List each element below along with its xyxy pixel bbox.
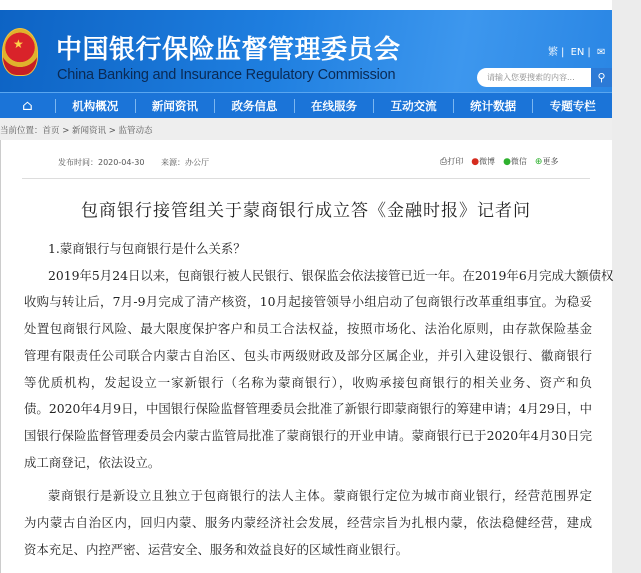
paragraph-line: 2019年5月24日以来，包商银行被人民银行、银保监会依法接管已近一年。在2019年6月完成大额债权: [48, 267, 614, 283]
top-links: 繁 | EN | ✉: [548, 47, 606, 58]
paragraph-line: 国银行保险监督管理委员会内蒙古监管局批准了蒙商银行的开业申请。蒙商银行已于2020年4月30日完: [24, 427, 592, 443]
paragraph-line: 收购与转让后，7月-9月完成了清产核资，10月起接管领导小组启动了包商银行改革重组事宜。为稳妥: [24, 294, 592, 310]
nav-item-statistics[interactable]: 统计数据: [453, 99, 533, 113]
wechat-icon: ●: [503, 157, 511, 167]
paragraph-line: 处置包商银行风险、最大限度保护客户和员工合法权益，按照市场化、法治化原则，由存款保险基金: [24, 321, 592, 337]
traditional-chinese-link[interactable]: 繁: [548, 47, 558, 58]
main-nav: [0, 92, 612, 118]
home-icon[interactable]: ⌂: [22, 97, 33, 114]
article-meta: [58, 157, 223, 168]
nav-item-government[interactable]: 政务信息: [214, 99, 294, 113]
nav-item-interaction[interactable]: 互动交流: [373, 99, 453, 113]
paragraph-line: 管理有限责任公司联合内蒙古自治区、包头市两级财政及部分区属企业，并引入建设银行、徽商银行: [24, 347, 592, 363]
nav-item-about[interactable]: 机构概况: [55, 99, 135, 113]
paragraph-line: 资本充足、内控严密、运营安全、服务和效益良好的区域性商业银行。: [24, 541, 409, 557]
site-header: [0, 10, 612, 92]
article-body: [24, 236, 614, 563]
nav-item-topics[interactable]: 专题专栏: [532, 99, 612, 113]
breadcrumb[interactable]: 当前位置：首页 > 新闻资讯 > 监管动态: [0, 126, 153, 136]
nav-item-online-service[interactable]: 在线服务: [294, 99, 374, 113]
divider: [22, 178, 590, 179]
english-link[interactable]: EN: [570, 47, 585, 58]
paragraph-line: 蒙商银行是新设立且独立于包商银行的法人主体。蒙商银行定位为城市商业银行，经营范围界定: [48, 488, 592, 504]
search-input[interactable]: 请输入您要搜索的内容...: [477, 68, 612, 87]
top-strip: [0, 0, 641, 10]
printer-icon: ⎙: [440, 157, 448, 167]
nav-item-news[interactable]: 新闻资讯: [135, 99, 215, 113]
national-emblem-icon: ★: [2, 28, 38, 76]
right-margin: [612, 0, 641, 573]
site-title-cn[interactable]: 中国银行保险监督管理委员会: [56, 35, 401, 65]
print-button[interactable]: ⎙打印: [440, 157, 464, 167]
paragraph-line: 成工商登记，依法设立。: [24, 454, 161, 470]
publish-date: 发布时间：2020-04-30: [58, 158, 145, 167]
paragraph-line: 等优质机构，发起设立一家新银行（名称为蒙商银行），收购承接包商银行的相关业务、资产和负: [24, 374, 592, 390]
site-title-en: China Banking and Insurance Regulatory Commission: [57, 67, 396, 83]
paragraph-line: 债。2020年4月9日，中国银行保险监督管理委员会批准了新银行即蒙商银行的筹建申请；4月29日，中: [24, 401, 592, 417]
article-source: 来源：办公厅: [161, 158, 210, 167]
share-bar: [440, 156, 558, 167]
weibo-icon: ●: [471, 157, 480, 167]
more-button[interactable]: ⊕更多: [534, 157, 559, 167]
search-icon[interactable]: ⚲: [591, 68, 612, 87]
wechat-button[interactable]: ●微信: [503, 157, 527, 167]
paragraph-line: 为内蒙古自治区内，回归内蒙、服务内蒙经济社会发展，经营宗旨为扎根内蒙，依法稳健经营，建成: [24, 515, 592, 531]
mail-icon[interactable]: ✉: [596, 47, 606, 58]
question-heading: 1.蒙商银行与包商银行是什么关系？: [48, 241, 246, 256]
plus-icon: ⊕: [534, 157, 543, 167]
weibo-button[interactable]: ●微博: [471, 157, 496, 167]
article-title: 包商银行接管组关于蒙商银行成立答《金融时报》记者问: [81, 201, 531, 221]
